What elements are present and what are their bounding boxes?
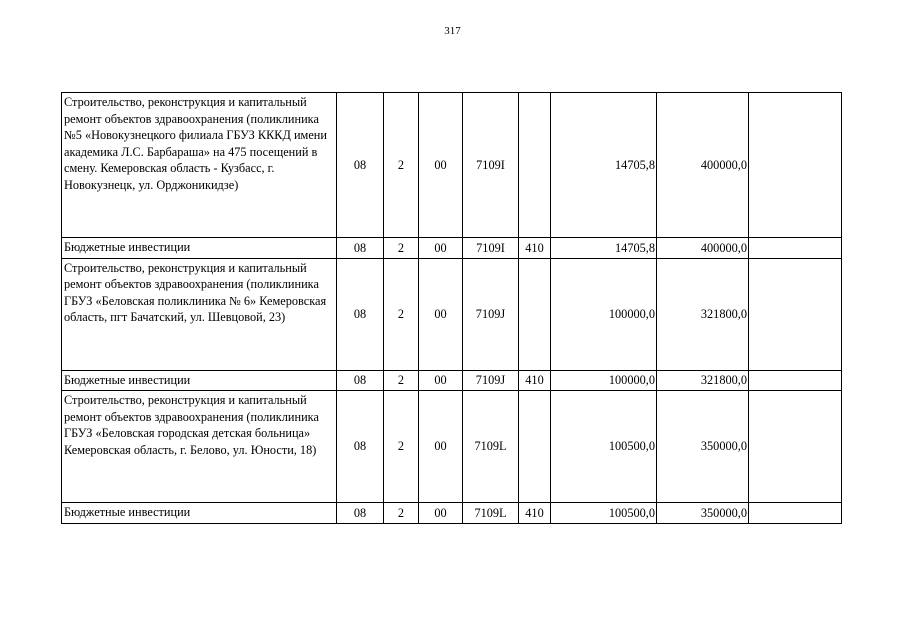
code-cell: 7109J xyxy=(463,370,519,391)
sum2-cell: 321800,0 xyxy=(657,258,749,370)
code-cell: 7109I xyxy=(463,93,519,238)
program-cell: 00 xyxy=(419,93,463,238)
budget-table xyxy=(61,92,842,524)
section-cell: 08 xyxy=(337,258,384,370)
section-cell: 08 xyxy=(337,370,384,391)
type-cell: 410 xyxy=(519,370,551,391)
row-name: Строительство, реконструкция и капитальный ремонт объектов здравоохранения (поликлиника №5 «Новокузнецкого филиала ГБУЗ КККД имени академика Л.С. Барбараша» на 475 посещений в смену. Кемеровская область - Кузбасс, г. Новокузнецк, ул. Орджоникидзе) xyxy=(62,93,337,238)
table-row xyxy=(62,391,842,503)
table-row xyxy=(62,370,842,391)
subsection-cell: 2 xyxy=(384,93,419,238)
subsection-cell: 2 xyxy=(384,503,419,524)
type-cell: 410 xyxy=(519,238,551,259)
table-row xyxy=(62,258,842,370)
section-cell: 08 xyxy=(337,391,384,503)
sum2-cell: 350000,0 xyxy=(657,391,749,503)
sum1-cell: 100000,0 xyxy=(551,370,657,391)
sum1-cell: 100500,0 xyxy=(551,503,657,524)
subsection-cell: 2 xyxy=(384,391,419,503)
subsection-cell: 2 xyxy=(384,258,419,370)
row-name: Бюджетные инвестиции xyxy=(62,370,337,391)
code-cell: 7109L xyxy=(463,391,519,503)
code-cell: 7109L xyxy=(463,503,519,524)
section-cell: 08 xyxy=(337,238,384,259)
program-cell: 00 xyxy=(419,391,463,503)
sum3-cell xyxy=(749,258,842,370)
sum1-cell: 100000,0 xyxy=(551,258,657,370)
program-cell: 00 xyxy=(419,258,463,370)
section-cell: 08 xyxy=(337,503,384,524)
table-row xyxy=(62,503,842,524)
type-cell xyxy=(519,93,551,238)
subsection-cell: 2 xyxy=(384,238,419,259)
table-row xyxy=(62,238,842,259)
sum3-cell xyxy=(749,503,842,524)
sum1-cell: 14705,8 xyxy=(551,238,657,259)
sum3-cell xyxy=(749,238,842,259)
sum2-cell: 400000,0 xyxy=(657,93,749,238)
row-name: Строительство, реконструкция и капитальный ремонт объектов здравоохранения (поликлиника ГБУЗ «Беловская поликлиника № 6» Кемеровская область, пгт Бачатский, ул. Шевцовой, 23) xyxy=(62,258,337,370)
sum3-cell xyxy=(749,93,842,238)
type-cell: 410 xyxy=(519,503,551,524)
page-number: 317 xyxy=(444,25,461,37)
sum1-cell: 14705,8 xyxy=(551,93,657,238)
section-cell: 08 xyxy=(337,93,384,238)
code-cell: 7109J xyxy=(463,258,519,370)
sum2-cell: 321800,0 xyxy=(657,370,749,391)
sum2-cell: 400000,0 xyxy=(657,238,749,259)
sum3-cell xyxy=(749,370,842,391)
row-name: Строительство, реконструкция и капитальный ремонт объектов здравоохранения (поликлиника ГБУЗ «Беловская городская детская больница» Кемеровская область, г. Белово, ул. Юности, 18) xyxy=(62,391,337,503)
program-cell: 00 xyxy=(419,238,463,259)
table-row xyxy=(62,93,842,238)
program-cell: 00 xyxy=(419,370,463,391)
type-cell xyxy=(519,258,551,370)
row-name: Бюджетные инвестиции xyxy=(62,503,337,524)
subsection-cell: 2 xyxy=(384,370,419,391)
program-cell: 00 xyxy=(419,503,463,524)
sum3-cell xyxy=(749,391,842,503)
sum1-cell: 100500,0 xyxy=(551,391,657,503)
sum2-cell: 350000,0 xyxy=(657,503,749,524)
code-cell: 7109I xyxy=(463,238,519,259)
type-cell xyxy=(519,391,551,503)
row-name: Бюджетные инвестиции xyxy=(62,238,337,259)
